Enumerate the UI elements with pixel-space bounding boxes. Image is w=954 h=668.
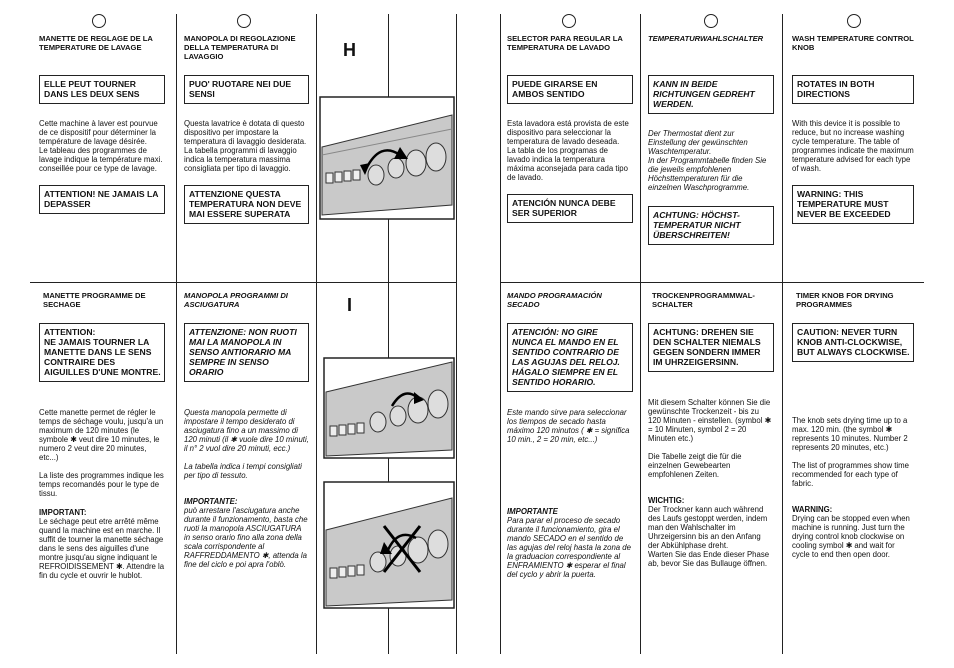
body-text: With this device it is possible to reduce, but no increase washing cycle temperature. The table of programmes indicate the maximum temperature advised for each type of wash. — [792, 119, 914, 173]
warning-box: ATTENZIONE: NON RUOTI MAI LA MANOPOLA IN SENSO ANTIORARIO MA SEMPRE IN SENSO ORARIO — [184, 323, 309, 382]
section-title: TIMER KNOB FOR DRYING PROGRAMMES — [796, 291, 894, 309]
warning-box: WARNING: THIS TEMPERATURE MUST NEVER BE EXCEEDED — [792, 185, 914, 224]
body-text: Questa manopola permette di impostare il tempo desiderato di asciugatura fino a un massimo di 120 minuti (il ✱ vuole dire 10 minuti, il n° 2 vuol dire 20 minuti, ecc.) — [184, 408, 309, 453]
section-title: WASH TEMPERATURE CONTROL KNOB — [792, 34, 914, 52]
section-title: MANETTE DE REGLAGE DE LA TEMPERATURE DE LAVAGE — [39, 34, 153, 52]
section-fr-temperature — [39, 34, 165, 214]
section-en-temperature — [792, 34, 914, 224]
divider-left-1 — [176, 14, 177, 654]
divider-horizontal-left — [30, 282, 456, 283]
binding-hole-icon — [704, 14, 718, 28]
info-box: KANN IN BEIDE RICHTUNGEN GEDREHT WERDEN. — [648, 75, 774, 114]
warning-box: ATTENZIONE QUESTA TEMPERATURA NON DEVE MAI ESSERE SUPERATA — [184, 185, 309, 224]
info-box: ELLE PEUT TOURNER DANS LES DEUX SENS — [39, 75, 165, 104]
section-title: TEMPERATURWAHLSCHALTER — [648, 34, 764, 43]
section-title: TROCKENPROGRAMMWAL-SCHALTER — [652, 291, 755, 309]
warning-box: ATENCIÓN NUNCA DEBE SER SUPERIOR — [507, 194, 633, 223]
section-title: MANDO PROGRAMACIÓN SECADO — [507, 291, 602, 309]
section-en-drying — [792, 291, 914, 559]
body-text: può arrestare l'asciugatura anche durante il funzionamento, basta che ruoti la manopola ASCIUGATURA in senso orario fino alla zona della scala corrispondente al RAFFREDDAMENTO ✱, attenda la fine del ciclo e poi apra l'oblò. — [184, 506, 308, 569]
divider-left-2 — [316, 14, 317, 654]
temperature-knob-illustration — [318, 95, 456, 221]
section-de-temperature — [648, 34, 774, 245]
section-letter-h: H — [343, 40, 356, 60]
section-title: SELECTOR PARA REGULAR LA TEMPERATURA DE LAVADO — [507, 34, 623, 52]
important-heading: WICHTIG: — [648, 496, 685, 505]
warning-box: ATTENTION! NE JAMAIS LA DEPASSER — [39, 185, 165, 214]
warning-box: ACHTUNG: DREHEN SIE DEN SCHALTER NIEMALS GEGEN SONDERN IMMER IM UHRZEIGERSINN. — [648, 323, 774, 372]
warning-box: ACHTUNG: HÖCHST-TEMPERATUR NICHT ÜBERSCHREITEN! — [648, 206, 774, 245]
section-letter-i: I — [347, 295, 353, 315]
body-text: The knob sets drying time up to a max. 120 min. (the symbol ✱ represents 10 minutes. Number 2 represents 20 minutes, etc.) — [792, 416, 908, 452]
info-box: ROTATES IN BOTH DIRECTIONS — [792, 75, 914, 104]
body-text: Mit diesem Schalter können Sie die gewünschte Trockenzeit - bis zu 120 Minuten - einstellen. (symbol ✱ = 10 Minuten, symbol 2 = 20 Minuten etc.) — [648, 398, 772, 443]
section-it-drying — [184, 291, 309, 569]
warning-box: CAUTION: NEVER TURN KNOB ANTI-CLOCKWISE, BUT ALWAYS CLOCKWISE. — [792, 323, 914, 362]
divider-right-1 — [500, 14, 501, 654]
body-text: Der Thermostat dient zur Einstellung der gewünschten Waschtemperatur. In der Programmtabelle finden Sie die jeweils empfohlenen Höchsttemperaturen für die einzelnen Waschprogramme. — [648, 129, 767, 192]
drying-knob-anticlockwise-forbidden-illustration — [322, 480, 456, 610]
body-text: La liste des programmes indique les temps recomandés pour le type de tissu. — [39, 471, 164, 498]
warning-box: ATENCIÓN: NO GIRE NUNCA EL MANDO EN EL SENTIDO CONTRARIO DE LAS AGUJAS DEL RELOJ. HÁGALO SIEMPRE EN EL SENTIDO HORARIO. — [507, 323, 633, 392]
drying-knob-clockwise-illustration — [322, 356, 456, 460]
body-text: Esta lavadora está provista de este dispositivo para seleccionar la temperatura de lavado deseada. La tabla de los programas de lavado indica la temperatura máxima aconsejada para cada tipo de lavado. — [507, 119, 629, 182]
section-title: MANETTE PROGRAMME DE SECHAGE — [43, 291, 146, 309]
binding-hole-icon — [237, 14, 251, 28]
body-text: Cette manette permet de régler le temps de séchage voulu, jusqu'a un maximum de 120 minutes (le symbole ✱ veut dire 10 minutes, le numero 2 veut dire 20 minutes, etc...) — [39, 408, 164, 462]
body-text: The list of programmes show time recommended for each type of fabric. — [792, 461, 909, 488]
body-text: Le séchage peut etre arrêté même quand la machine est en marche. Il suffit de tourner la manette séchage dans le sens des aiguilles d'une montre jusqu'au signe indiquant le REFROIDISSEMENT ✱. Attendre la fin du cycle et ouvrir le hublot. — [39, 517, 165, 580]
important-heading: IMPORTANTE: — [184, 497, 238, 506]
important-heading: WARNING: — [792, 505, 833, 514]
body-text: La tabella indica i tempi consigliati per tipo di tessuto. — [184, 462, 302, 480]
body-text: Cette machine à laver est pourvue de ce dispositif pour déterminer la température de lavage désirée. Le tableau des programmes de lavage indique la température maxi. conseillée pour ce type de lavage. — [39, 119, 163, 173]
binding-hole-icon — [847, 14, 861, 28]
section-es-temperature — [507, 34, 633, 223]
section-es-drying — [507, 291, 633, 579]
divider-center-right — [456, 14, 457, 654]
binding-hole-icon — [92, 14, 106, 28]
info-box: PUEDE GIRARSE EN AMBOS SENTIDO — [507, 75, 633, 104]
body-text: Para parar el proceso de secado durante il funcionamiento, gira el mando SECADO en el sentido de las agujas del reloj hasta la zona de la graduacion correspondiente al ENFRAMIENTO ✱ esperar el final del cyclo y abrir la puerta. — [507, 516, 631, 579]
warning-box: ATTENTION: NE JAMAIS TOURNER LA MANETTE DANS LE SENS CONTRAIRE DES AIGUILLES D'UNE MONTRE. — [39, 323, 165, 382]
body-text: Este mando sirve para seleccionar los tiempos de secado hasta máximo 120 minutos ( ✱ = significa 10 min., 2 = 20 min, etc...) — [507, 408, 630, 444]
important-heading: IMPORTANTE — [507, 507, 558, 516]
divider-right-3 — [782, 14, 783, 654]
divider-horizontal-right — [500, 282, 924, 283]
section-title: MANOPOLA DI REGOLAZIONE DELLA TEMPERATURA DI LAVAGGIO — [184, 34, 296, 61]
binding-hole-icon — [562, 14, 576, 28]
body-text: Der Trockner kann auch während des Laufs gestoppt werden, indem man den Wahlschalter im Uhrzeigersinn bis an den Anfang der Abkühlphase dreht. Warten Sie das Ende dieser Phase ab, bevor Sie das Bullauge öffnen. — [648, 505, 770, 568]
section-it-temperature — [184, 34, 309, 224]
info-box: PUO' RUOTARE NEI DUE SENSI — [184, 75, 309, 104]
section-title: MANOPOLA PROGRAMMI DI ASCIUGATURA — [184, 291, 288, 309]
body-text: Questa lavatrice è dotata di questo dispositivo per impostare la temperatura di lavaggio desiderata. La tabella programmi di lavaggio indica la temperatura massima consigliata per tipo di lavaggio. — [184, 119, 307, 173]
important-heading: IMPORTANT: — [39, 508, 87, 517]
section-de-drying — [648, 291, 774, 568]
divider-right-2 — [640, 14, 641, 654]
section-fr-drying — [39, 291, 165, 580]
body-text: Die Tabelle zeigt die für die einzelnen Gewebearten empfohlenen Zeiten. — [648, 452, 742, 479]
body-text: Drying can be stopped even when machine is running. Just turn the drying control knob clockwise on cooling symbol ✱ and wait for cycle to end then open door. — [792, 514, 910, 559]
